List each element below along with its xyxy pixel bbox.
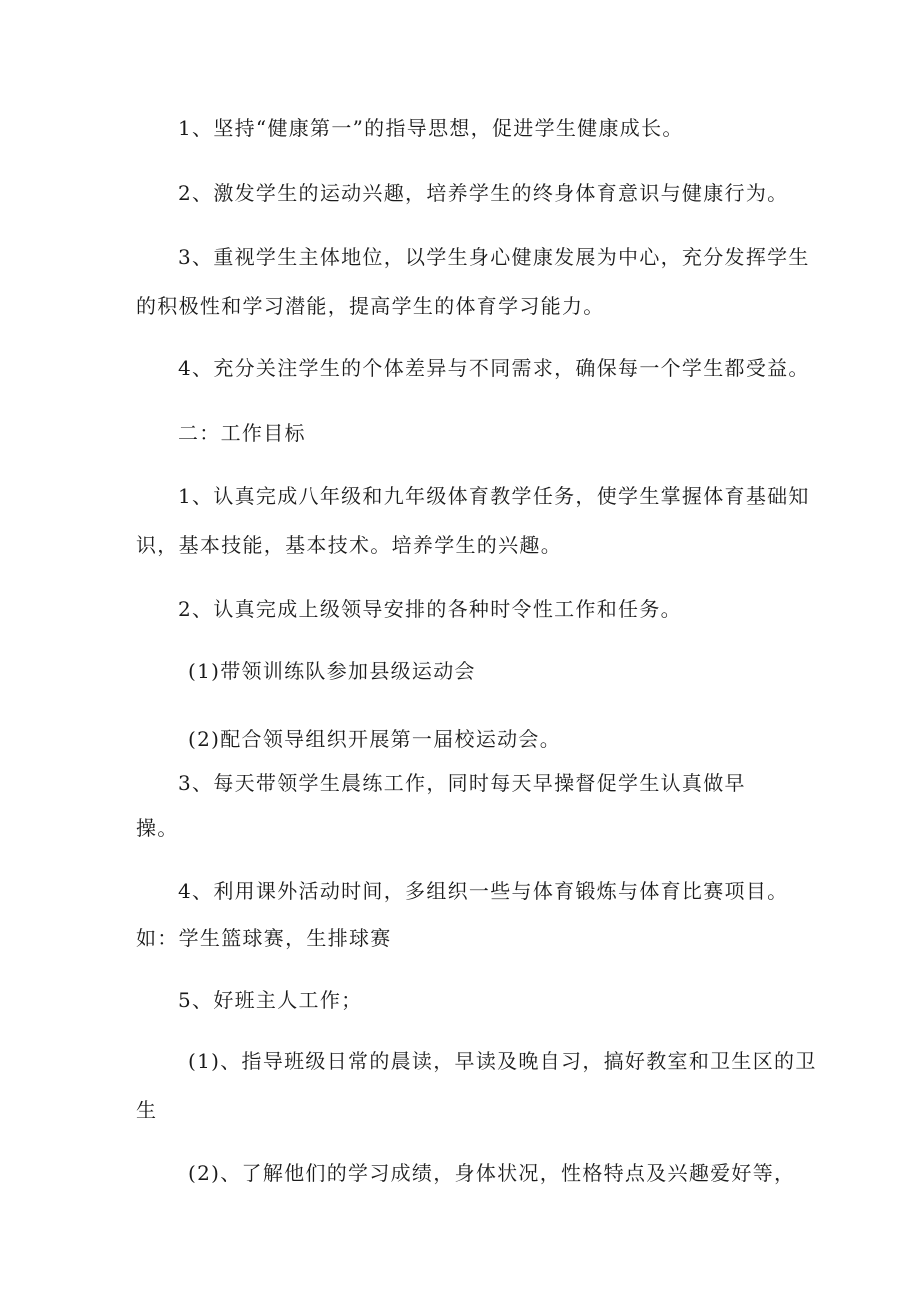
section-heading: 二：工作目标	[178, 421, 306, 445]
goal-1-line-1: 1、认真完成八年级和九年级体育教学任务，使学生掌握体育基础知	[178, 484, 810, 508]
goal-5-sub-1-line-1: (1)、指导班级日常的晨读，早读及晚自习，搞好教室和卫生区的卫	[188, 1049, 817, 1073]
goal-2-sub-2: (2)配合领导组织开展第一届校运动会。	[188, 727, 562, 751]
principle-3-line-1: 3、重视学生主体地位，以学生身心健康发展为中心，充分发挥学生	[178, 245, 810, 269]
principle-3-line-2: 的积极性和学习潜能，提高学生的体育学习能力。	[136, 294, 605, 318]
principle-1: 1、坚持“健康第一”的指导思想，促进学生健康成长。	[178, 116, 684, 140]
goal-2: 2、认真完成上级领导安排的各种时令性工作和任务。	[178, 597, 682, 621]
goal-1-line-2: 识，基本技能，基本技术。培养学生的兴趣。	[136, 533, 562, 557]
principle-4: 4、充分关注学生的个体差异与不同需求，确保每一个学生都受益。	[178, 356, 810, 380]
goal-3-line-2: 操。	[136, 816, 179, 840]
goal-4-line-1: 4、利用课外活动时间，多组织一些与体育锻炼与体育比赛项目。	[178, 879, 789, 903]
goal-2-sub-1: (1)带领训练队参加县级运动会	[188, 659, 476, 683]
principle-2: 2、激发学生的运动兴趣，培养学生的终身体育意识与健康行为。	[178, 181, 789, 205]
goal-3-line-1: 3、每天带领学生晨练工作，同时每天早操督促学生认真做早	[178, 771, 746, 795]
goal-5: 5、好班主人工作；	[178, 988, 363, 1012]
goal-5-sub-2: (2)、了解他们的学习成绩，身体状况，性格特点及兴趣爱好等，	[188, 1161, 796, 1185]
goal-4-line-2: 如：学生篮球赛，生排球赛	[136, 926, 392, 950]
goal-5-sub-1-line-2: 生	[136, 1098, 158, 1122]
